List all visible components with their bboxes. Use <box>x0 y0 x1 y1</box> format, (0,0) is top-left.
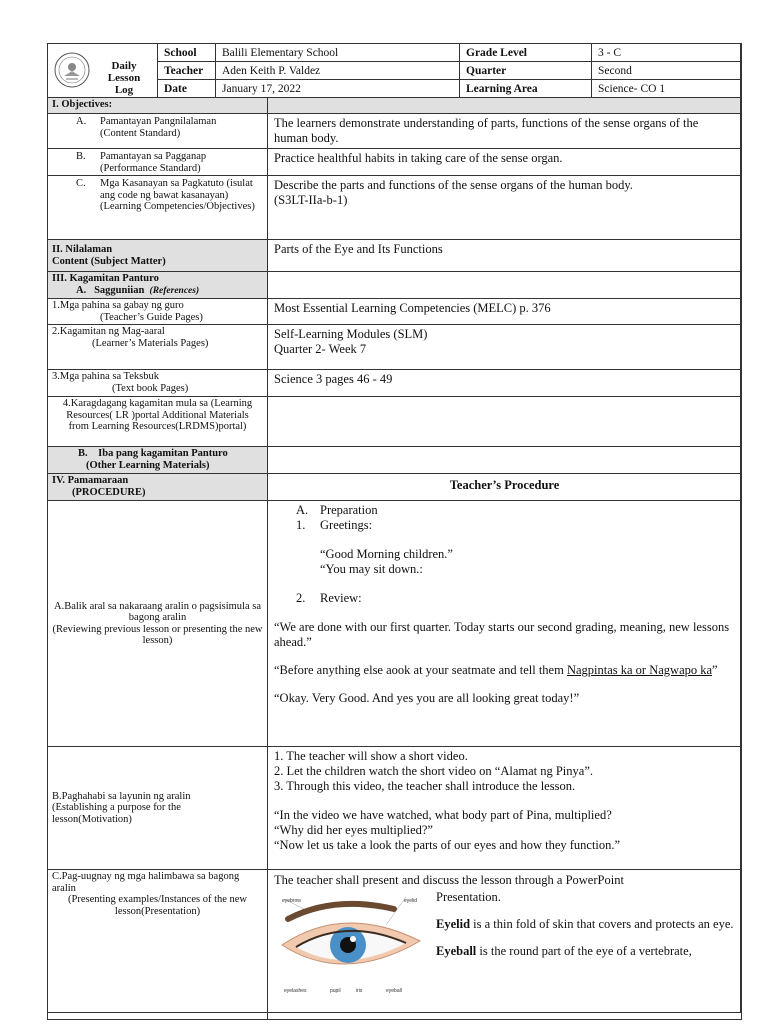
lm-pages-sub: (Learner’s Materials Pages) <box>92 337 209 349</box>
tg-pages-value: Most Essential Learning Competencies (MELC) p. 376 <box>268 299 742 325</box>
iris-caption: iris <box>356 988 363 994</box>
greeting-quote-2: “You may sit down.: <box>320 562 423 576</box>
other-materials-letter: B. <box>78 448 88 459</box>
title-line-1: Daily <box>111 60 137 72</box>
greet-num: 1. <box>296 518 306 532</box>
lr-portal-label: 4.Karagdagang kagamitan mula sa (Learning Resources( LR )portal Additional Materials from Learning Resources(LRDMS)portal) <box>48 397 268 447</box>
textbook-pages-value: Science 3 pages 46 - 49 <box>268 370 742 397</box>
item-letter: A. <box>76 116 87 127</box>
item-letter: C. <box>76 178 86 189</box>
teachers-procedure-heading: Teacher’s Procedure <box>268 474 742 501</box>
item-label: Mga Kasanayan sa Pagkatuto (isulat ang code ng bawat kasanayan) <box>100 178 253 201</box>
title-line-2: Lesson <box>107 72 141 84</box>
pupil-caption: pupil <box>330 988 341 994</box>
review-num: 2. <box>296 591 306 605</box>
review-paragraph-2-pre: “Before anything else aook at your seatmate and tell them <box>274 663 567 677</box>
area-label: Learning Area <box>460 80 592 98</box>
motivation-label-text: B.Paghahabi sa layunin ng aralin <box>52 790 191 802</box>
item-sub: (Learning Competencies/Objectives) <box>100 201 255 212</box>
performance-standard-text: Practice healthful habits in taking care of the sense organ. <box>268 149 742 176</box>
eyelid-term: Eyelid <box>436 917 471 931</box>
date-label: Date <box>158 80 216 98</box>
eyeball-caption: eyeball <box>386 988 402 994</box>
title-line-3: Log <box>114 84 134 96</box>
content-heading-text: II. Nilalaman <box>52 244 113 255</box>
lm-pages-text: 2.Kagamitan ng Mag-aaral <box>52 326 165 337</box>
quarter-label: Quarter <box>460 62 592 80</box>
item-sub: (Performance Standard) <box>100 162 201 174</box>
date-value: January 17, 2022 <box>216 80 460 98</box>
eyelid-caption: eyelid <box>404 898 418 904</box>
grade-label: Grade Level <box>460 44 592 62</box>
item-label: Pamantayan sa Pagganap <box>100 151 207 162</box>
resources-heading-text: III. Kagamitan Panturo <box>52 273 159 284</box>
lm-pages-line-2: Quarter 2- Week 7 <box>274 342 367 356</box>
review-paragraph-1: “We are done with our first quarter. Today starts our second grading, meaning, new lessons ahead.” <box>274 620 730 649</box>
area-value: Science- CO 1 <box>592 80 742 98</box>
motivation-question-1: “In the video we have watched, what body part of Pina, multiplied? <box>274 808 612 822</box>
references-letter: A. <box>76 285 87 296</box>
review-text: Review: <box>320 591 362 605</box>
content-text: Parts of the Eye and Its Functions <box>268 240 742 272</box>
other-materials-label: Iba pang kagamitan Panturo <box>98 448 228 459</box>
quarter-value: Second <box>592 62 742 80</box>
textbook-pages-sub: (Text book Pages) <box>112 382 189 394</box>
page-border <box>47 43 741 1013</box>
references-sub: (References) <box>149 286 200 296</box>
item-sub: (Content Standard) <box>100 127 181 139</box>
competency-code: (S3LT-IIa-b-1) <box>274 193 348 207</box>
grade-value: 3 - C <box>592 44 742 62</box>
item-letter: B. <box>76 151 86 162</box>
tg-pages-sub: (Teacher’s Guide Pages) <box>100 311 203 323</box>
motivation-label-sub: (Establishing a purpose for the lesson(Motivation) <box>52 802 181 825</box>
prep-text: Preparation <box>320 503 378 517</box>
presentation-intro-2: Presentation. <box>436 890 501 904</box>
motivation-line-1: 1. The teacher will show a short video. <box>274 749 468 763</box>
references-label: Sagguniian <box>94 285 145 296</box>
presentation-label-text: C.Pag-uugnay ng mga halimbawa sa bagong aralin <box>52 871 240 894</box>
review-label-sub: (Reviewing previous lesson or presenting the new lesson) <box>52 623 263 646</box>
eyeball-term: Eyeball <box>436 944 477 958</box>
procedure-heading-sub: (PROCEDURE) <box>72 487 146 498</box>
procedure-heading-text: IV. Pamamaraan <box>52 475 129 486</box>
motivation-question-3: “Now let us take a look the parts of our eyes and how they function.” <box>274 838 621 852</box>
teacher-label: Teacher <box>158 62 216 80</box>
textbook-pages-text: 3.Mga pahina sa Teksbuk <box>52 371 159 382</box>
greet-text: Greetings: <box>320 518 373 532</box>
eyeball-def: is the round part of the eye of a vertebrate, <box>476 944 692 958</box>
review-paragraph-2-post: ” <box>712 663 718 677</box>
tg-pages-text: 1.Mga pahina sa gabay ng guro <box>52 300 184 311</box>
content-standard-text: The learners demonstrate understanding of parts, functions of the sense organs of the human body. <box>268 114 742 149</box>
presentation-label-sub: (Presenting examples/Instances of the new lesson(Presentation) <box>67 894 248 917</box>
motivation-line-2: 2. Let the children watch the short video on “Alamat ng Pinya”. <box>274 764 594 778</box>
lm-pages-line-1: Self-Learning Modules (SLM) <box>274 327 428 341</box>
eyelid-def: is a thin fold of skin that covers and protects an eye. <box>470 917 734 931</box>
school-value: Balili Elementary School <box>216 44 460 62</box>
review-label-text: A.Balik aral sa nakaraang aralin o pagsisimula sa bagong aralin <box>53 600 261 623</box>
presentation-intro-1: The teacher shall present and discuss the lesson through a PowerPoint <box>274 873 624 887</box>
other-materials-sub: (Other Learning Materials) <box>86 460 210 471</box>
item-label: Pamantayan Pangnilalaman <box>100 116 217 127</box>
prep-letter: A. <box>296 503 309 517</box>
eyelashes-caption: eyelashes <box>284 988 307 994</box>
motivation-line-3: 3. Through this video, the teacher shall introduce the lesson. <box>274 779 576 793</box>
school-label: School <box>158 44 216 62</box>
objectives-heading: I. Objectives: <box>48 98 268 114</box>
competency-text: Describe the parts and functions of the sense organs of the human body. <box>274 178 633 192</box>
teacher-value: Aden Keith P. Valdez <box>216 62 460 80</box>
review-paragraph-2-underlined: Nagpintas ka or Nagwapo ka <box>566 663 713 677</box>
greeting-quote-1: “Good Morning children.” <box>320 547 453 561</box>
eyebrow-caption: eyebrow <box>282 898 301 904</box>
content-heading-sub: Content (Subject Matter) <box>52 256 166 267</box>
review-paragraph-3: “Okay. Very Good. And yes you are all looking great today!” <box>274 691 580 705</box>
motivation-question-2: “Why did her eyes multiplied?” <box>274 823 433 837</box>
